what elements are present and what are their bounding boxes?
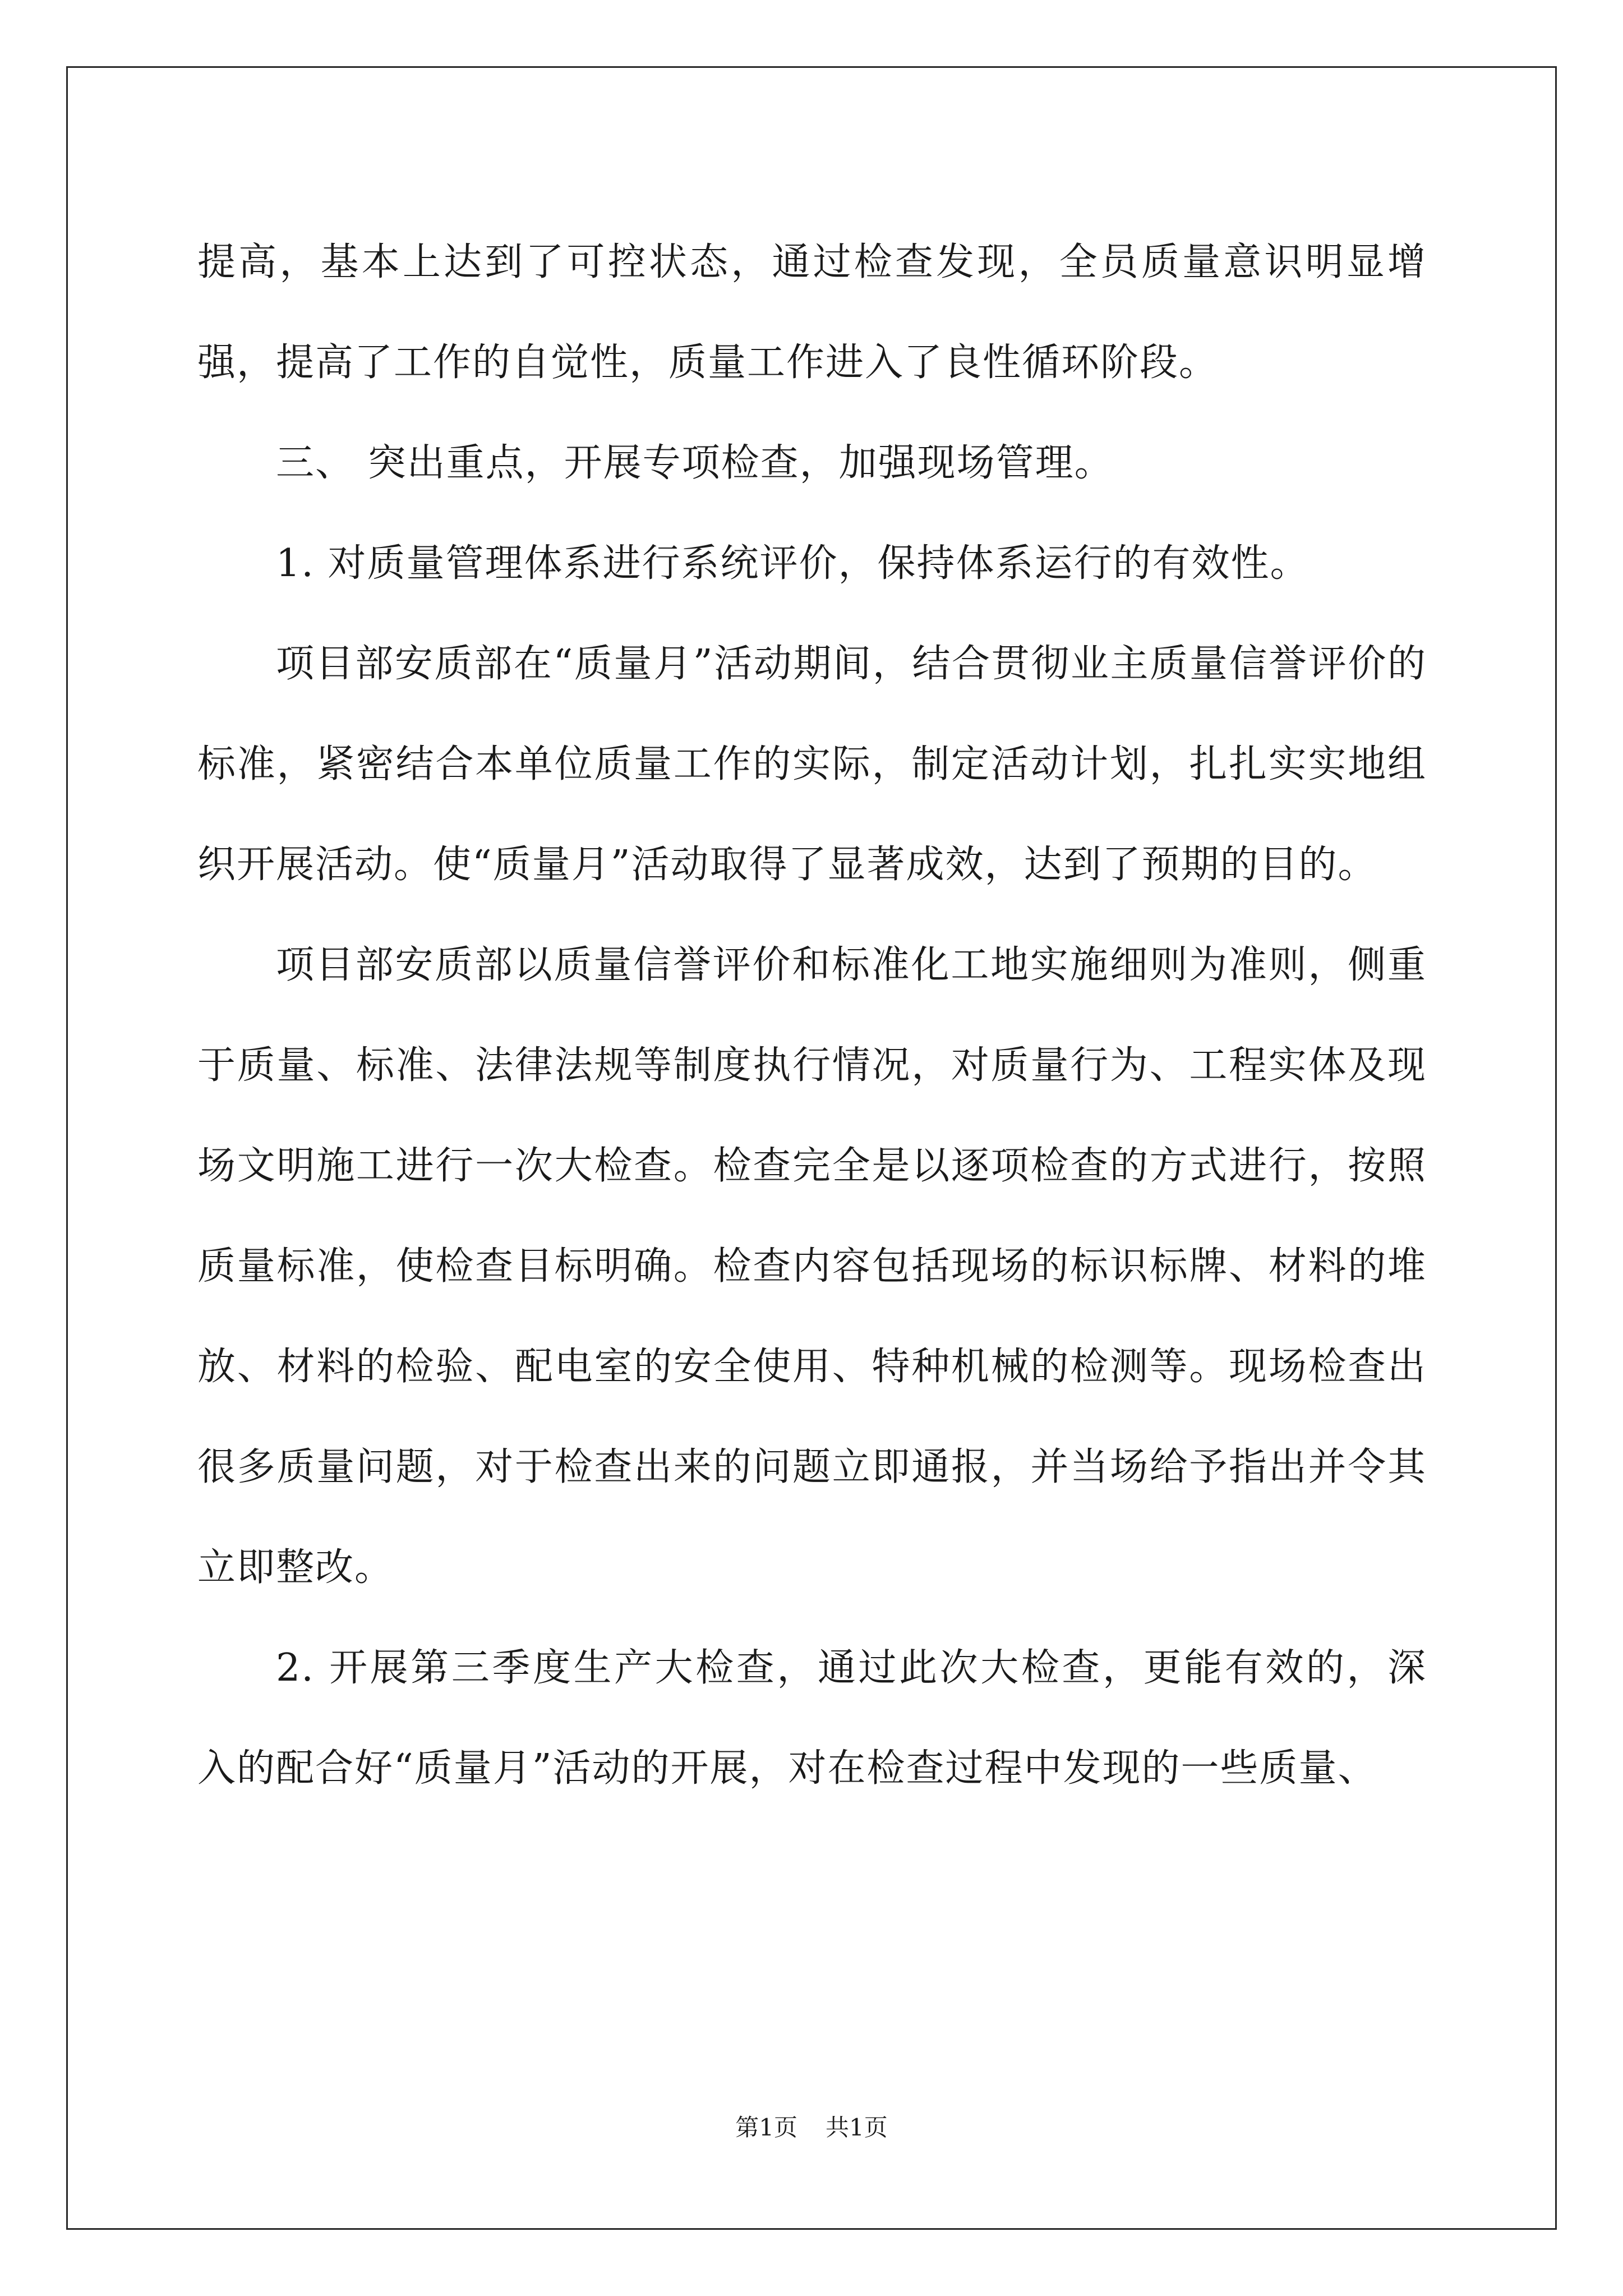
page-total: 共1页 xyxy=(826,2114,888,2141)
paragraph: 2. 开展第三季度生产大检查，通过此次大检查，更能有效的，深入的配合好“质量月”活动的开展，对在检查过程中发现的一些质量、 xyxy=(197,1646,1427,1791)
paragraph-continuation: 提高，基本上达到了可控状态，通过检查发现，全员质量意识明显增强，提高了工作的自觉性，质量工作进入了良性循环阶段。 xyxy=(197,240,1427,385)
subsection-heading: 1. 对质量管理体系进行系统评价，保持体系运行的有效性。 xyxy=(276,541,1310,586)
document-body xyxy=(197,212,1427,1819)
paragraph: 项目部安质部在“质量月”活动期间，结合贯彻业主质量信誉评价的标准，紧密结合本单位质量工作的实际，制定活动计划，扎扎实实地组织开展活动。使“质量月”活动取得了显著成效，达到了预期的目的。 xyxy=(197,642,1427,887)
section-heading: 三、 突出重点，开展专项检查，加强现场管理。 xyxy=(276,441,1114,485)
paragraph: 项目部安质部以质量信誉评价和标准化工地实施细则为准则，侧重于质量、标准、法律法规等制度执行情况，对质量行为、工程实体及现场文明施工进行一次大检查。检查完全是以逐项检查的方式进行，按照质量标准，使检查目标明确。检查内容包括现场的标识标牌、材料的堆放、材料的检验、配电室的安全使用、特种机械的检测等。现场检查出很多质量问题，对于检查出来的问题立即通报，并当场给予指出并令其立即整改。 xyxy=(197,943,1427,1590)
page-number: 第1页 xyxy=(735,2114,797,2141)
page-footer xyxy=(0,2109,1623,2143)
